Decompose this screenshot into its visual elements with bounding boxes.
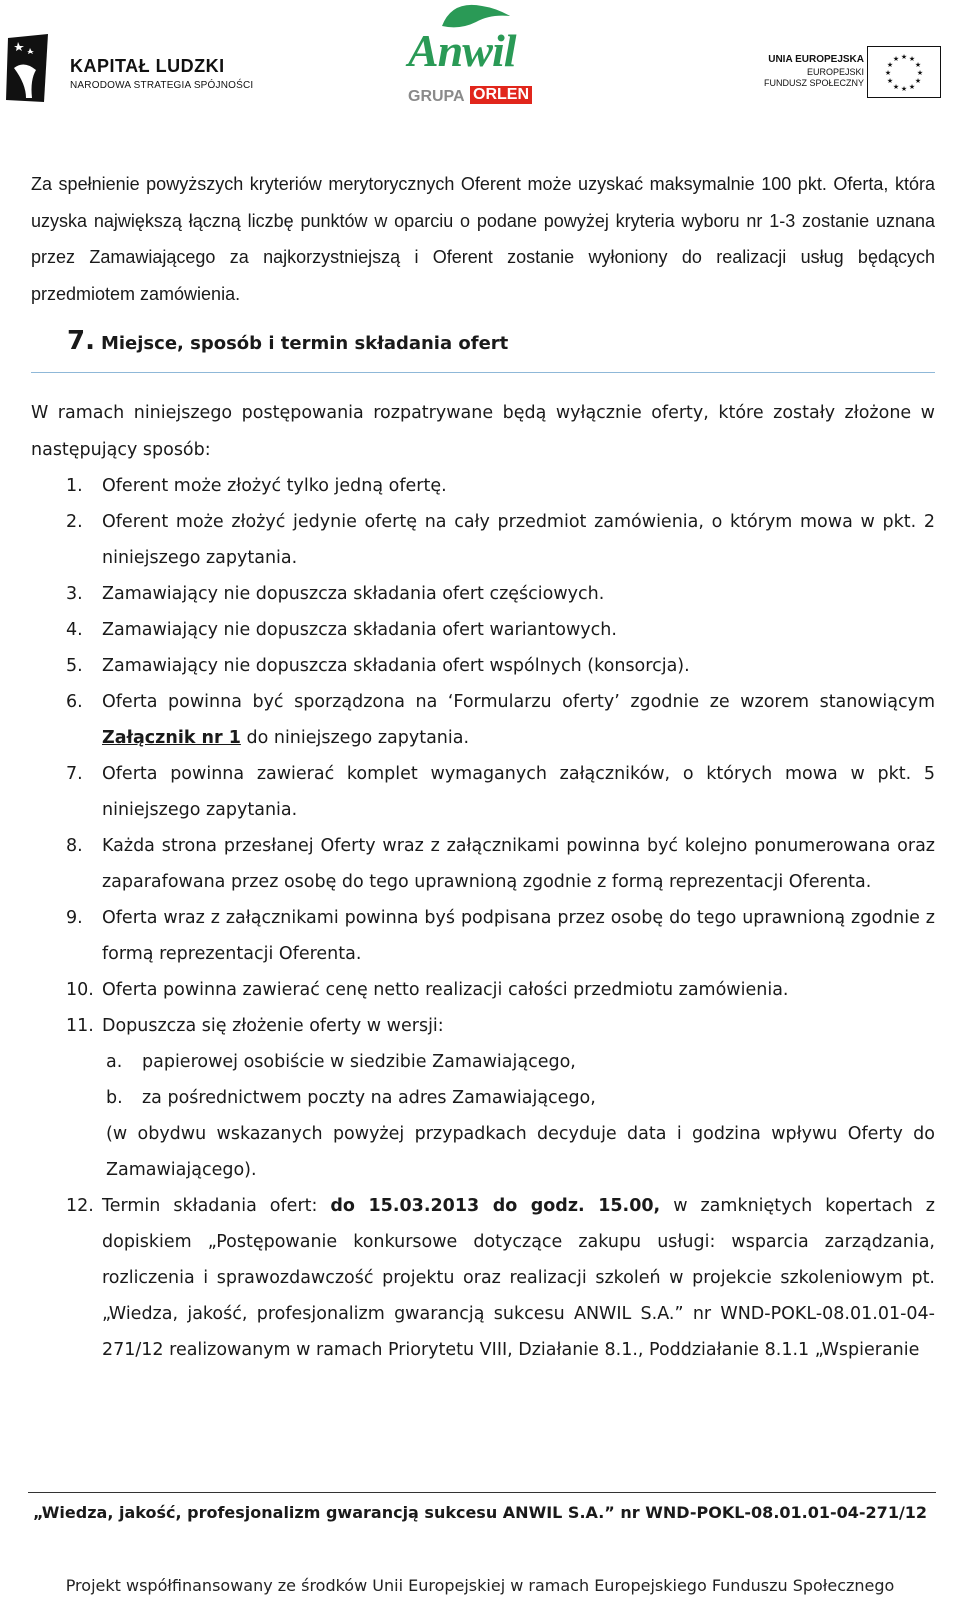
item-text: Zamawiający nie dopuszcza składania ofert częściowych. [102, 584, 605, 604]
ue-line1: UNIA EUROPEJSKA [768, 54, 864, 65]
item-text-before: Oferta powinna być sporządzona na ‘Formularzu oferty’ zgodnie ze wzorem stanowiącym [102, 692, 935, 712]
kapital-ludzki-emblem-icon [4, 28, 64, 108]
page-header [0, 0, 960, 120]
sub-item-text: papierowej osobiście w siedzibie Zamawiającego, [142, 1052, 576, 1072]
requirements-list [31, 468, 935, 1368]
criteria-selection: Oferta, która uzyska największą łączną liczbę punktów w oparciu o podane powyżej kryteria wyboru nr 1-3 zostanie uznana przez Zamawiającego za najkorzystniejszą i Oferent zostanie wyłoniony do realizacji usług będących przedmiotem zamówienia. [31, 174, 935, 304]
eu-efs-logo [760, 44, 950, 104]
list-item [31, 1188, 935, 1368]
item-number: 5. [66, 656, 83, 676]
item-number: 12. [66, 1196, 94, 1216]
list-item [31, 504, 935, 576]
sub-item [102, 1080, 935, 1116]
footer-project-title: „Wiedza, jakość, profesjonalizm gwarancją sukcesu ANWIL S.A.” nr WND-POKL-08.01.01-04-271/12 [32, 1503, 928, 1522]
eu-stars-icon [868, 47, 940, 97]
svg-text:★: ★ [892, 55, 900, 63]
ue-line3: FUNDUSZ SPOŁECZNY [764, 78, 865, 88]
item-text: Zamawiający nie dopuszcza składania ofert wspólnych (konsorcja). [102, 656, 690, 676]
item-text: Zamawiający nie dopuszcza składania ofert wariantowych. [102, 620, 617, 640]
item-text-after: w zamkniętych kopertach z dopiskiem „Postępowanie konkursowe dotyczące zakupu usługi: wsparcia zarządzania, rozliczenia i sprawozdawczość projektu oraz realizacji szkoleń w projekcie szkoleniowym pt. „Wiedza, jakość, profesjonalizm gwarancją sukcesu ANWIL S.A.” nr WND-POKL-08.01.01-04-271/12 realizowanym w ramach Priorytetu VIII, Działanie 8.1., Poddziałanie 8.1.1 „Wspieranie [102, 1196, 935, 1360]
attachment-1-reference: Załącznik nr 1 [102, 728, 241, 748]
sub-item-letter: b. [106, 1088, 123, 1108]
item-number: 1. [66, 476, 83, 496]
section-heading [31, 326, 935, 373]
list-item [31, 756, 935, 828]
section-intro: W ramach niniejszego postępowania rozpatrywane będą wyłącznie oferty, które zostały złożone w następujący sposób: [31, 403, 935, 460]
item-number: 2. [66, 512, 83, 532]
list-item [31, 1008, 935, 1188]
footer-cofinancing: Projekt współfinansowany ze środków Unii Europejskiej w ramach Europejskiego Funduszu Społecznego [65, 1576, 895, 1595]
list-item [31, 684, 935, 756]
item-number: 8. [66, 836, 83, 856]
item-text: Oferent może złożyć tylko jedną ofertę. [102, 476, 447, 496]
kapital-ludzki-logo [4, 28, 254, 118]
item-number: 3. [66, 584, 83, 604]
item-number: 6. [66, 692, 83, 712]
item-number: 11. [66, 1016, 94, 1036]
list-item [31, 468, 935, 504]
svg-text:★: ★ [900, 53, 908, 61]
anwil-wordmark: Anwil [408, 25, 516, 76]
svg-text:★: ★ [886, 61, 894, 69]
item-text [102, 1008, 935, 1188]
svg-text:★: ★ [900, 85, 908, 93]
list-item [31, 972, 935, 1008]
item-text: Oferent może złożyć jedynie ofertę na cały przedmiot zamówienia, o którym mowa w pkt. 2 niniejszego zapytania. [102, 512, 935, 568]
sub-item [102, 1044, 935, 1080]
item-text-after: do niniejszego zapytania. [240, 728, 470, 748]
item-text: Oferta powinna zawierać cenę netto realizacji całości przedmiotu zamówienia. [102, 980, 789, 1000]
item-text-before: Termin składania ofert: [102, 1196, 331, 1216]
svg-text:★: ★ [886, 77, 894, 85]
footer-divider [28, 1492, 936, 1493]
item-text [102, 684, 935, 756]
list-item [31, 612, 935, 648]
item-lead: Dopuszcza się złożenie oferty w wersji: [102, 1016, 444, 1036]
svg-text:★: ★ [908, 83, 916, 91]
eu-flag-icon [867, 46, 941, 98]
sub-item-letter: a. [106, 1052, 123, 1072]
kapital-ludzki-title: KAPITAŁ LUDZKI [70, 56, 225, 76]
item-number: 7. [66, 764, 83, 784]
svg-text:★: ★ [914, 61, 922, 69]
list-item [31, 576, 935, 612]
item-number: 4. [66, 620, 83, 640]
item-text: Oferta powinna zawierać komplet wymaganych załączników, o których mowa w pkt. 5 niniejszego zapytania. [102, 764, 935, 820]
ue-line2: EUROPEJSKI [806, 67, 864, 77]
item-text [102, 1188, 935, 1368]
document-body [31, 166, 935, 1368]
svg-text:★: ★ [892, 83, 900, 91]
anwil-logo [400, 0, 570, 118]
grupa-label: GRUPA [408, 88, 465, 105]
item-text: Oferta wraz z załącznikami powinna byś podpisana przez osobę do tego uprawnioną zgodnie z formą reprezentacji Oferenta. [102, 908, 935, 964]
deadline: do 15.03.2013 do godz. 15.00, [330, 1196, 661, 1216]
section-number: 7. [67, 326, 95, 356]
svg-text:★: ★ [884, 69, 892, 77]
list-item [31, 648, 935, 684]
section-title: Miejsce, sposób i termin składania ofert [100, 333, 509, 354]
item-number: 9. [66, 908, 83, 928]
orlen-label: ORLEN [470, 86, 532, 104]
sub-item-note: (w obydwu wskazanych powyżej przypadkach decyduje data i godzina wpływu Oferty do Zamawiającego). [106, 1124, 935, 1180]
item-number: 10. [66, 980, 94, 1000]
svg-text:★: ★ [908, 55, 916, 63]
criteria-summary [31, 166, 935, 312]
svg-text:★: ★ [916, 69, 924, 77]
svg-text:★: ★ [914, 77, 922, 85]
criteria-max-points: Za spełnienie powyższych kryteriów merytorycznych Oferent może uzyskać maksymalnie 100 pkt. [31, 174, 827, 194]
sub-item-text: za pośrednictwem poczty na adres Zamawiającego, [142, 1088, 596, 1108]
list-item [31, 828, 935, 900]
item-text: Każda strona przesłanej Oferty wraz z załącznikami powinna być kolejno ponumerowana oraz zaparafowana przez osobę do tego uprawnioną zgodnie z formą reprezentacji Oferenta. [102, 836, 935, 892]
kapital-ludzki-subtitle: NARODOWA STRATEGIA SPÓJNOŚCI [70, 80, 254, 91]
list-item [31, 900, 935, 972]
